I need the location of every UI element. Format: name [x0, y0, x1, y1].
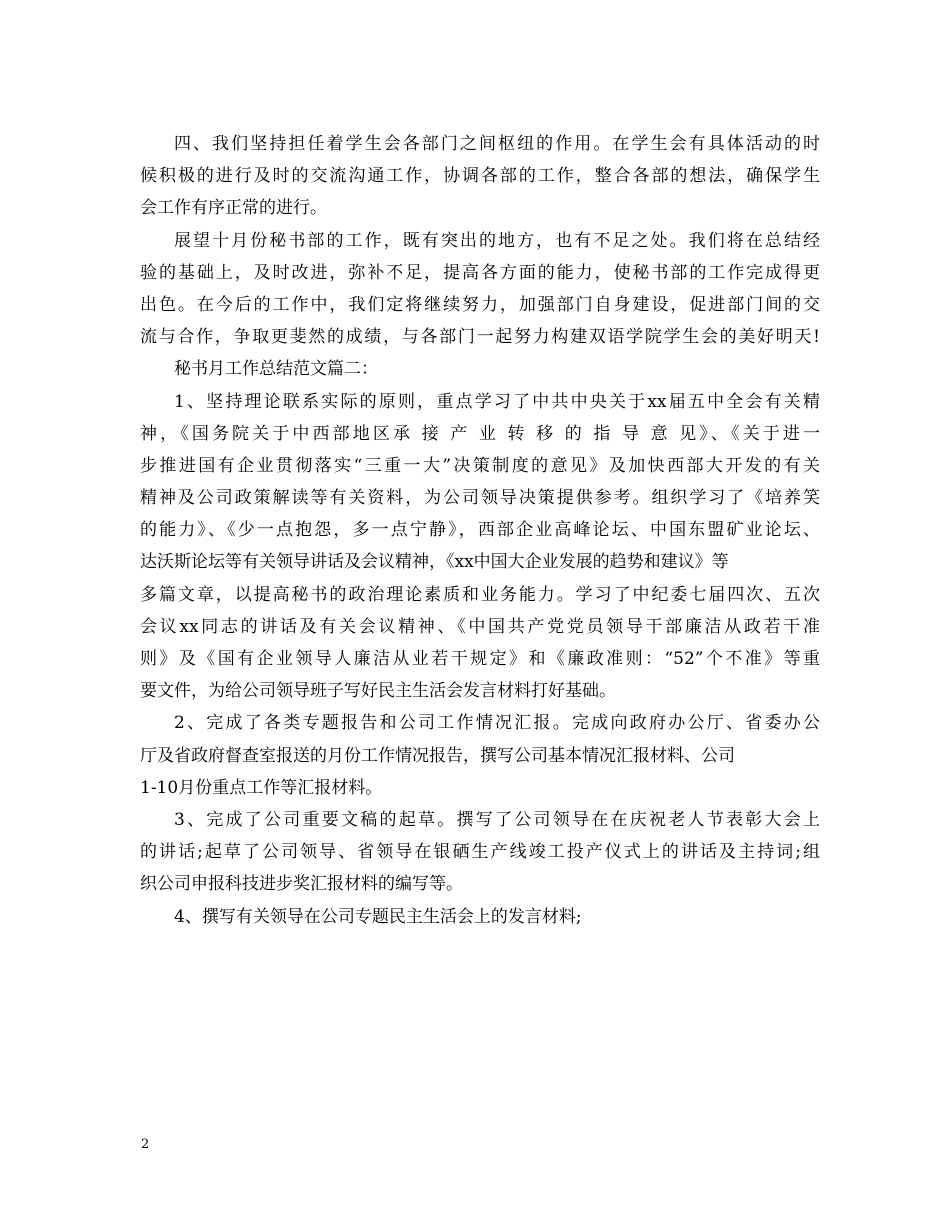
- paragraph-line: 织公司申报科技进步奖汇报材料的编写等。: [140, 874, 463, 895]
- paragraph-line: 步推进国有企业贯彻落实“三重一大”决策制度的意见》及加快西部大开发的有关: [140, 455, 820, 476]
- paragraph-line: 1-10月份重点工作等汇报材料。: [140, 777, 383, 798]
- section-heading: 秘书月工作总结范文篇二：: [174, 359, 378, 380]
- paragraph-line: 4、撰写有关领导在公司专题民主生活会上的发言材料;: [174, 906, 582, 927]
- paragraph-line: 精神及公司政策解读等有关资料，为公司领导决策提供参考。组织学习了《培养笑: [140, 488, 820, 509]
- paragraph-line: 的能力》、《少一点抱怨，多一点宁静》，西部企业高峰论坛、中国东盟矿业论坛、: [140, 520, 820, 541]
- paragraph-line: 2、完成了各类专题报告和公司工作情况汇报。完成向政府办公厅、省委办公: [174, 713, 820, 734]
- paragraph-line: 候积极的进行及时的交流沟通工作，协调各部的工作，整合各部的想法，确保学生: [140, 166, 820, 187]
- paragraph-line: 展望十月份秘书部的工作，既有突出的地方，也有不足之处。我们将在总结经: [174, 230, 820, 251]
- document-body: [140, 128, 820, 933]
- paragraph-line: 会工作有序正常的进行。: [140, 198, 327, 219]
- paragraph-line: 3、完成了公司重要文稿的起草。撰写了公司领导在在庆祝老人节表彰大会上: [174, 809, 820, 830]
- paragraph-line: 要文件，为给公司领导班子写好民主生活会发言材料打好基础。: [140, 681, 616, 702]
- paragraph-line: 1、坚持理论联系实际的原则，重点学习了中共中央关于xx届五中全会有关精: [174, 391, 820, 412]
- paragraph-line: 会议xx同志的讲话及有关会议精神、《中国共产党党员领导干部廉洁从政若干准: [140, 616, 820, 637]
- paragraph-line: 达沃斯论坛等有关领导讲话及会议精神，《xx中国大企业发展的趋势和建议》等: [140, 552, 729, 573]
- paragraph-line: 神，《国务院关于中西部地区承 接 产 业 转 移 的 指 导 意 见》、《关于进一: [140, 423, 820, 444]
- paragraph-line: 多篇文章，以提高秘书的政治理论素质和业务能力。学习了中纪委七届四次、五次: [140, 584, 820, 605]
- paragraph-line: 出色。在今后的工作中，我们定将继续努力，加强部门自身建设，促进部门间的交: [140, 294, 820, 315]
- paragraph-line: 厅及省政府督查室报送的月份工作情况报告，撰写公司基本情况汇报材料、公司: [140, 745, 735, 766]
- paragraph-line: 则》及《国有企业领导人廉洁从业若干规定》和《廉政准则：“52”个不准》等重: [140, 649, 820, 669]
- page-number: 2: [141, 1137, 150, 1152]
- paragraph-line: 四、我们坚持担任着学生会各部门之间枢纽的作用。在学生会有具体活动的时: [174, 134, 820, 154]
- paragraph-line: 的讲话;起草了公司领导、省领导在银硒生产线竣工投产仪式上的讲话及主持词;组: [140, 842, 820, 863]
- paragraph-line: 流与合作，争取更斐然的成绩，与各部门一起努力构建双语学院学生会的美好明天!: [140, 327, 820, 348]
- paragraph-line: 验的基础上，及时改进，弥补不足，提高各方面的能力，使秘书部的工作完成得更: [140, 262, 820, 283]
